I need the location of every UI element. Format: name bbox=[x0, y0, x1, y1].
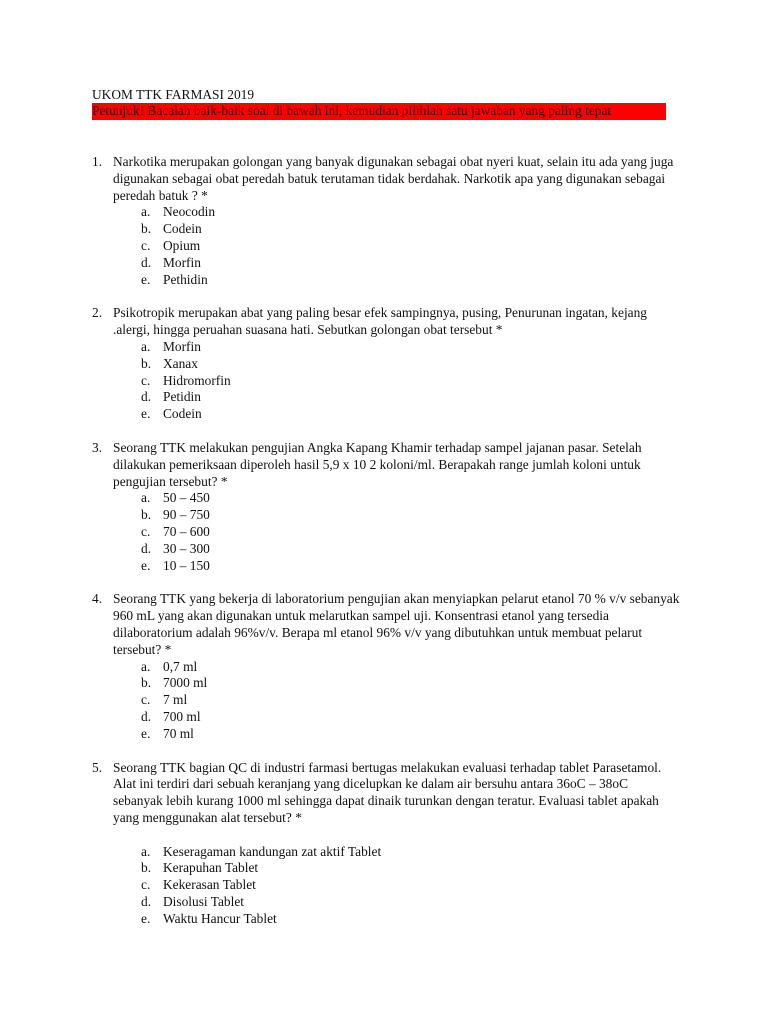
option-text: Morfin bbox=[163, 254, 201, 270]
option-letter: d. bbox=[141, 540, 152, 556]
option-e bbox=[113, 911, 682, 928]
option-text: Xanax bbox=[163, 355, 198, 371]
question-text: Seorang TTK melakukan pengujian Angka Kapang Khamir terhadap sampel jajanan pasar. Setelah dilakukan pemeriksaan diperoleh hasil 5,9 x 10 2 koloni/ml. Berapakah range jumlah koloni untuk pengujian tersebut? * bbox=[113, 439, 642, 489]
option-b bbox=[113, 356, 682, 373]
option-d bbox=[113, 255, 682, 272]
option-text: Kerapuhan Tablet bbox=[163, 860, 259, 876]
option-letter: e. bbox=[141, 271, 151, 287]
option-text: Kekerasan Tablet bbox=[163, 877, 256, 893]
option-b bbox=[113, 221, 682, 238]
option-letter: a. bbox=[141, 490, 151, 506]
option-a bbox=[113, 339, 682, 356]
option-text: Morfin bbox=[163, 338, 201, 354]
option-c bbox=[113, 877, 682, 894]
option-letter: a. bbox=[141, 338, 151, 354]
option-list bbox=[113, 490, 682, 574]
option-e bbox=[113, 726, 682, 743]
question-number: 4. bbox=[92, 591, 103, 607]
question-text: Seorang TTK yang bekerja di laboratorium pengujian akan menyiapkan pelarut etanol 70 % v/v sebanyak 960 mL yang akan digunakan untuk melarutkan sampel uji. Konsentrasi etanol yang tersedia dilaboratorium adalah 96%v/v. Berapa ml etanol 96% v/v yang dibutuhkan untuk membuat pelarut tersebut? * bbox=[113, 591, 680, 657]
option-a bbox=[113, 844, 682, 861]
option-letter: b. bbox=[141, 675, 152, 691]
option-letter: d. bbox=[141, 708, 152, 724]
option-letter: b. bbox=[141, 860, 152, 876]
option-a bbox=[113, 204, 682, 221]
option-letter: c. bbox=[141, 523, 151, 539]
option-text: 50 – 450 bbox=[163, 490, 210, 506]
option-b bbox=[113, 507, 682, 524]
document-title: UKOM TTK FARMASI 2019 bbox=[92, 87, 255, 102]
question-number: 1. bbox=[92, 154, 103, 169]
option-text: Opium bbox=[163, 237, 201, 253]
option-d bbox=[113, 389, 682, 406]
option-letter: c. bbox=[141, 692, 151, 708]
question-number: 3. bbox=[92, 439, 103, 455]
question-5 bbox=[92, 760, 682, 928]
option-letter: b. bbox=[141, 221, 152, 237]
option-c bbox=[113, 373, 682, 390]
option-c bbox=[113, 524, 682, 541]
option-text: 700 ml bbox=[163, 708, 201, 724]
question-number: 2. bbox=[92, 305, 103, 321]
option-text: 10 – 150 bbox=[163, 557, 210, 573]
option-b bbox=[113, 860, 682, 877]
question-text: Seorang TTK bagian QC di industri farmasi bertugas melakukan evaluasi terhadap tablet Parasetamol. Alat ini terdiri dari sebuah keranjang yang dicelupkan ke dalam air bersuhu antara 36oC – 38oC sebanyak lebih kurang 1000 ml sehingga dapat dinaik turunkan dengan teratur. Evaluasi tablet apakah yang menggunakan alat tersebut? * bbox=[113, 759, 662, 825]
option-letter: c. bbox=[141, 372, 151, 388]
option-e bbox=[113, 406, 682, 423]
question-4 bbox=[92, 591, 682, 742]
question-text: Psikotropik merupakan abat yang paling besar efek sampingnya, pusing, Penurunan ingatan, kejang .alergi, hingga peruahan suasana hati. Sebutkan golongan obat tersebut * bbox=[113, 305, 648, 338]
option-text: 30 – 300 bbox=[163, 540, 210, 556]
option-text: 90 – 750 bbox=[163, 507, 210, 523]
option-text: Disolusi Tablet bbox=[163, 894, 245, 910]
question-1 bbox=[92, 154, 682, 288]
option-letter: e. bbox=[141, 557, 151, 573]
option-letter: b. bbox=[141, 355, 152, 371]
option-letter: d. bbox=[141, 254, 152, 270]
option-b bbox=[113, 675, 682, 692]
option-list bbox=[113, 339, 682, 423]
option-d bbox=[113, 709, 682, 726]
question-number: 5. bbox=[92, 759, 103, 775]
option-text: 70 ml bbox=[163, 725, 194, 741]
option-letter: e. bbox=[141, 910, 151, 926]
option-e bbox=[113, 558, 682, 575]
option-text: Pethidin bbox=[163, 271, 208, 287]
instruction-banner: Petunjuk! Bacalah baik-baik soal di bawah ini, kemudian pilihlah satu jawaban yang paling tepat bbox=[92, 103, 666, 120]
option-text: 7 ml bbox=[163, 692, 188, 708]
question-2 bbox=[92, 305, 682, 423]
option-text: Waktu Hancur Tablet bbox=[163, 910, 277, 926]
option-letter: d. bbox=[141, 389, 152, 405]
option-text: 0,7 ml bbox=[163, 658, 198, 674]
option-c bbox=[113, 692, 682, 709]
option-letter: a. bbox=[141, 658, 151, 674]
option-text: Keseragaman kandungan zat aktif Tablet bbox=[163, 843, 382, 859]
option-text: Petidin bbox=[163, 389, 201, 405]
option-letter: d. bbox=[141, 894, 152, 910]
option-letter: e. bbox=[141, 725, 151, 741]
option-text: Codein bbox=[163, 406, 202, 422]
option-a bbox=[113, 659, 682, 676]
option-letter: c. bbox=[141, 877, 151, 893]
option-letter: a. bbox=[141, 204, 151, 220]
option-d bbox=[113, 894, 682, 911]
option-text: Neocodin bbox=[163, 204, 216, 220]
question-3 bbox=[92, 440, 682, 574]
option-text: 70 – 600 bbox=[163, 523, 210, 539]
option-a bbox=[113, 490, 682, 507]
option-letter: e. bbox=[141, 406, 151, 422]
option-letter: b. bbox=[141, 507, 152, 523]
option-list bbox=[113, 204, 682, 288]
option-letter: c. bbox=[141, 237, 151, 253]
option-list bbox=[113, 844, 682, 928]
option-d bbox=[113, 541, 682, 558]
option-letter: a. bbox=[141, 843, 151, 859]
option-c bbox=[113, 238, 682, 255]
option-text: Hidromorfin bbox=[163, 372, 231, 388]
option-text: 7000 ml bbox=[163, 675, 208, 691]
option-list bbox=[113, 659, 682, 743]
option-e bbox=[113, 272, 682, 289]
question-text: Narkotika merupakan golongan yang banyak digunakan sebagai obat nyeri kuat, selain itu ada yang juga digunakan sebagai obat peredah batuk terutaman tidak berdahak. Narkotik apa yang digunakan sebagai peredah batuk ? * bbox=[113, 154, 674, 203]
question-list bbox=[92, 154, 682, 945]
option-text: Codein bbox=[163, 221, 202, 237]
